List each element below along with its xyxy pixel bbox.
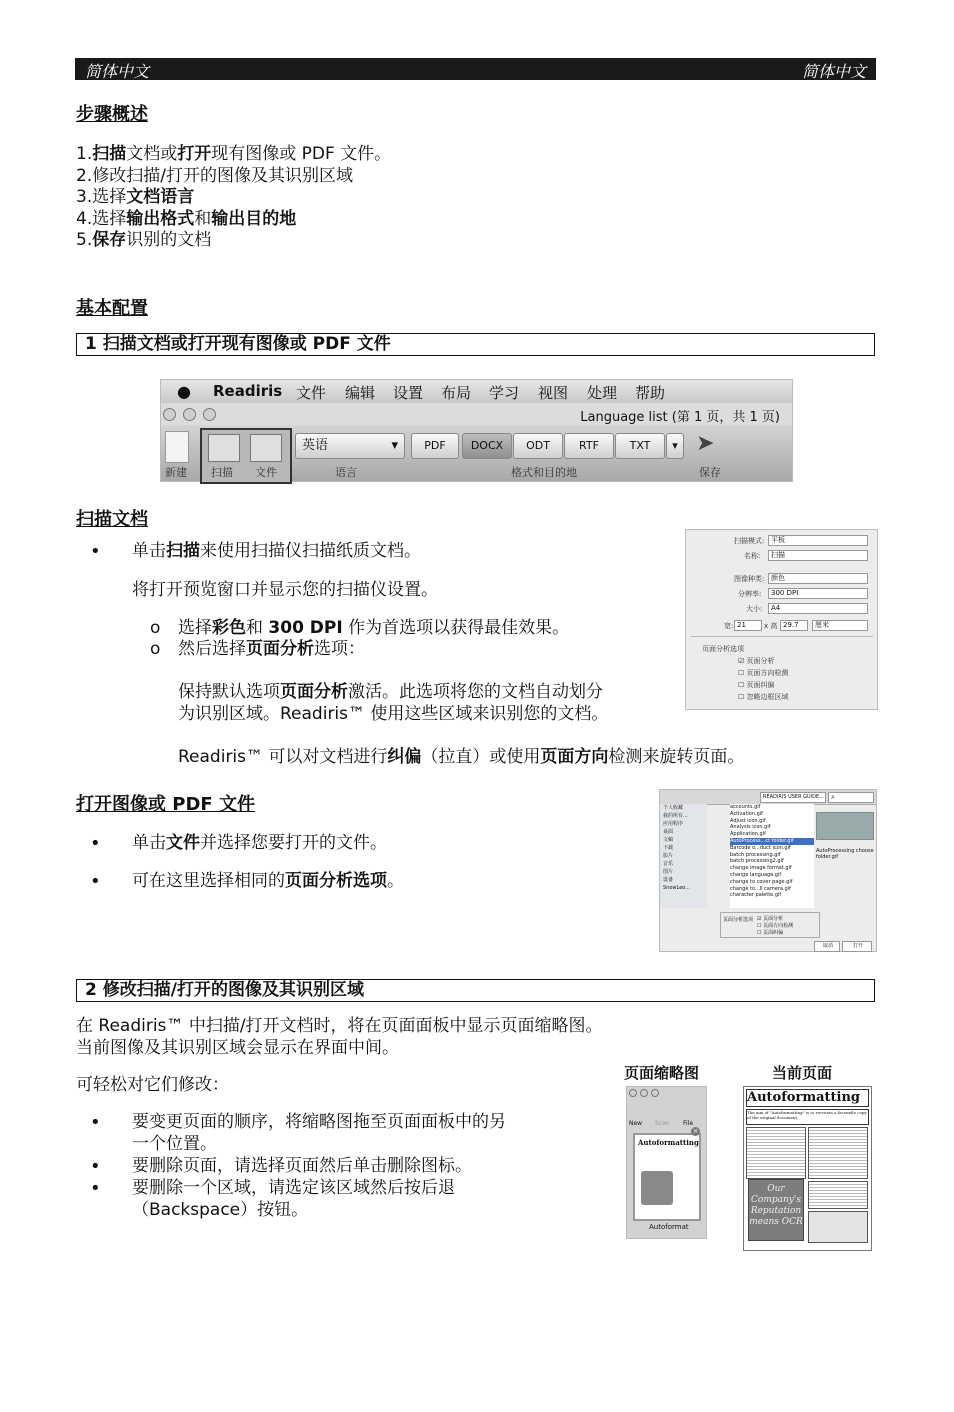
bullet-marker: •: [90, 1156, 101, 1177]
file-item[interactable]: Barcode o...duct icon.gif: [730, 844, 791, 851]
sub-marker: o: [150, 639, 161, 659]
current-page-subtitle[interactable]: The aim of "Autoformatting" is to recreate a facsimile copy of the original document.: [746, 1109, 869, 1125]
dialog-toolbar: [660, 790, 876, 805]
label-language: 语言: [335, 466, 357, 479]
format-pdf-button[interactable]: PDF: [411, 433, 459, 459]
scan-para-2: 保持默认选项页面分析激活。此选项将您的文档自动划分: [178, 682, 603, 702]
text-zone[interactable]: [808, 1127, 868, 1179]
menu-learn[interactable]: 学习: [489, 384, 520, 402]
sidebar-item[interactable]: 应用程序: [663, 821, 684, 827]
label-scan: 扫描: [211, 466, 233, 479]
sub-marker: o: [150, 618, 161, 638]
toolbar: [161, 425, 792, 481]
thumbnail-stamp-image: [641, 1171, 673, 1205]
menu-layout[interactable]: 布局: [441, 384, 472, 402]
bullet-marker: •: [90, 541, 101, 562]
scan-sub-2: 然后选择页面分析选项：: [178, 639, 365, 659]
file-preview: [816, 812, 874, 840]
open-bullet-1: 单击文件并选择您要打开的文件。: [132, 833, 387, 853]
sidebar-item[interactable]: 影片: [663, 853, 674, 859]
label-format: 格式和目的地: [511, 466, 577, 479]
close-window-icon[interactable]: [629, 1089, 637, 1097]
label-new: 新建: [165, 466, 187, 479]
size-select[interactable]: A4: [768, 603, 868, 614]
readiris-toolbar-screenshot: [160, 379, 793, 482]
header-language-right: 简体中文: [801, 62, 866, 81]
file-dialog-screenshot: [659, 789, 877, 952]
new-button[interactable]: New: [629, 1120, 643, 1127]
minimize-window-icon[interactable]: [183, 408, 196, 421]
send-icon[interactable]: ➤: [696, 431, 715, 456]
thumbnail-caption: Autoformat: [649, 1223, 689, 1231]
open-title: 打开图像或 PDF 文件: [76, 794, 255, 815]
file-button[interactable]: File: [683, 1120, 694, 1127]
file-item[interactable]: change to cover page.gif: [730, 878, 793, 885]
apple-icon: ●: [177, 382, 191, 401]
delete-icon[interactable]: ×: [692, 1127, 699, 1135]
page-analysis-section: 页面分析选项: [702, 645, 744, 653]
scan-name-field[interactable]: 扫描: [768, 550, 868, 561]
scan-mode-select[interactable]: 平板: [768, 535, 868, 546]
format-odt-button[interactable]: ODT: [513, 433, 563, 459]
header-bar: [75, 58, 876, 80]
divider: [690, 636, 873, 637]
menu-bar: [161, 380, 792, 403]
analysis-options-box: [720, 912, 820, 938]
file-item[interactable]: Application.gif: [730, 831, 766, 838]
path-select[interactable]: READIRIS USER GUIDE...: [760, 792, 826, 803]
resolution-label: 分辨率:: [738, 590, 762, 598]
text-zone[interactable]: [808, 1181, 868, 1209]
dialog-option-analysis[interactable]: ☑ 页面分析: [757, 916, 784, 922]
menu-readiris[interactable]: Readiris: [213, 382, 283, 400]
steps-list: [76, 144, 391, 252]
scan-bullet-1: 单击扫描来使用扫描仪扫描纸质文档。: [132, 541, 421, 561]
language-select[interactable]: 英语 ▾: [295, 433, 405, 459]
step-1: 1.扫描文档或打开现有图像或 PDF 文件。: [76, 144, 392, 164]
image-type-select[interactable]: 颜色: [768, 573, 868, 584]
option-deskew[interactable]: ☐ 页面纠偏: [738, 681, 775, 689]
bullet-marker: •: [90, 1112, 101, 1133]
open-bullet-2: 可在这里选择相同的页面分析选项。: [132, 871, 404, 891]
folder-icon[interactable]: [250, 434, 282, 462]
dialog-sidebar: [660, 804, 707, 908]
option-page-analysis[interactable]: ☑ 页面分析: [738, 657, 775, 665]
bullet-marker: •: [90, 833, 101, 854]
format-docx-button[interactable]: DOCX: [462, 433, 512, 459]
thumbnail-label: 页面缩略图: [624, 1064, 700, 1082]
current-page-screenshot: [743, 1086, 872, 1251]
scan-button[interactable]: Scan: [655, 1120, 670, 1127]
file-list: [730, 804, 814, 908]
file-item[interactable]: accounts.gif: [730, 804, 761, 810]
file-item[interactable]: batch processing2.gif: [730, 858, 784, 865]
menu-view[interactable]: 视图: [538, 384, 569, 402]
file-item[interactable]: character palette.gif: [730, 892, 782, 899]
option-ignore-border[interactable]: ☐ 忽略边框区域: [738, 693, 789, 701]
sidebar-item[interactable]: 图片: [663, 869, 674, 875]
close-window-icon[interactable]: [163, 408, 176, 421]
new-document-icon[interactable]: [165, 431, 189, 463]
step2-para-3: 可轻松对它们修改：: [76, 1075, 229, 1095]
window-title-bar: [161, 403, 792, 425]
sidebar-item[interactable]: 下载: [663, 845, 674, 851]
step2-bullet-1b: 一个位置。: [132, 1134, 217, 1154]
scan-sub-1: 选择彩色和 300 DPI 作为首选项以获得最佳效果。: [178, 618, 570, 638]
menu-file[interactable]: 文件: [296, 384, 327, 402]
scan-para-1: 将打开预览窗口并显示您的扫描仪设置。: [132, 580, 438, 600]
dialog-option-deskew[interactable]: ☐ 页面纠偏: [757, 930, 784, 936]
file-item[interactable]: Adjust icon.gif: [730, 817, 766, 824]
step2-para-1: 在 Readiris™ 中扫描/打开文档时，将在页面面板中显示页面缩略图。: [76, 1016, 603, 1036]
step1-heading: 1 扫描文档或打开现有图像或 PDF 文件: [76, 333, 875, 356]
menu-edit[interactable]: 编辑: [345, 384, 376, 402]
header-language-left: 简体中文: [85, 62, 150, 81]
format-dropdown-icon[interactable]: ▾: [666, 433, 684, 459]
file-item[interactable]: Activation.gif: [730, 810, 763, 817]
stamp-image-zone[interactable]: Our Company's Reputation means OCR: [748, 1179, 804, 1241]
cancel-button[interactable]: 取消: [814, 941, 840, 952]
step-5: 5.保存识别的文档: [76, 230, 212, 250]
scanner-settings-screenshot: [685, 529, 878, 710]
scanner-icon[interactable]: [208, 434, 240, 462]
current-page-label: 当前页面: [772, 1064, 833, 1082]
basic-config-title: 基本配置: [76, 298, 148, 319]
zoom-window-icon[interactable]: [203, 408, 216, 421]
scan-para-2b: 为识别区域。Readiris™ 使用这些区域来识别您的文档。: [178, 704, 609, 724]
file-info-name: AutoProcessing choose folder.gif: [816, 848, 874, 860]
step-3: 3.选择文档语言: [76, 187, 195, 207]
menu-process[interactable]: 处理: [587, 384, 618, 402]
sidebar-heading: 个人收藏: [663, 805, 684, 811]
format-rtf-button[interactable]: RTF: [564, 433, 614, 459]
label-file: 文件: [255, 466, 277, 479]
thumbnail-title: Autoformatting: [638, 1138, 699, 1147]
sidebar-item[interactable]: SnowLeo...: [663, 885, 691, 891]
bullet-marker: •: [90, 871, 101, 892]
file-item[interactable]: change image format.gif: [730, 865, 792, 872]
name-label: 名称:: [744, 552, 761, 560]
type-label: 图像种类:: [734, 575, 765, 583]
unit-select[interactable]: 厘米: [812, 620, 868, 631]
size-label: 大小:: [746, 605, 763, 613]
text-zone[interactable]: [746, 1127, 806, 1179]
resolution-select[interactable]: 300 DPI: [768, 588, 868, 599]
dialog-option-orientation[interactable]: ☐ 页面方向检测: [757, 923, 794, 929]
step2-heading: 2 修改扫描/打开的图像及其识别区域: [76, 979, 875, 1002]
bullet-marker: •: [90, 1178, 101, 1199]
open-button[interactable]: 打开: [842, 941, 872, 952]
file-item[interactable]: change to...ll camera.gif: [730, 885, 791, 892]
sidebar-item[interactable]: 桌面: [663, 829, 674, 835]
menu-help[interactable]: 帮助: [635, 384, 666, 402]
minimize-window-icon[interactable]: [640, 1089, 648, 1097]
width-field[interactable]: 21: [734, 620, 762, 631]
option-orientation[interactable]: ☐ 页面方向检测: [738, 669, 789, 677]
step2-bullet-3a: 要删除一个区域，请选定该区域然后按后退: [132, 1178, 455, 1198]
step-4: 4.选择输出格式和输出目的地: [76, 208, 297, 229]
step2-bullet-3b: （Backspace）按钮。: [132, 1200, 309, 1220]
table-zone[interactable]: [808, 1211, 868, 1243]
sidebar-heading: 设备: [663, 877, 674, 883]
scan-title: 扫描文档: [76, 509, 148, 530]
step2-para-2: 当前图像及其识别区域会显示在界面中间。: [76, 1038, 399, 1058]
step2-bullet-2: 要删除页面，请选择页面然后单击删除图标。: [132, 1156, 472, 1176]
mode-label: 扫描模式:: [734, 537, 765, 545]
page-panel-screenshot: [626, 1086, 707, 1239]
menu-settings[interactable]: 设置: [393, 384, 424, 402]
overview-title: 步骤概述: [76, 104, 148, 125]
window-title: Language list (第 1 页，共 1 页): [580, 410, 780, 425]
sidebar-item[interactable]: 我的所有...: [663, 813, 688, 819]
file-item[interactable]: batch processing.gif: [730, 851, 781, 858]
format-txt-button[interactable]: TXT: [615, 433, 665, 459]
zoom-window-icon[interactable]: [651, 1089, 659, 1097]
label-save: 保存: [699, 466, 721, 479]
page-thumbnail[interactable]: [633, 1133, 701, 1221]
sidebar-item[interactable]: 音乐: [663, 861, 674, 867]
options-label: 页面分析选项: [723, 917, 754, 923]
file-item-selected[interactable]: AutoProcess...ct folder.gif: [730, 838, 814, 845]
height-field[interactable]: 29.7: [780, 620, 808, 631]
width-label: 宽:: [724, 622, 734, 630]
scan-para-3: Readiris™ 可以对文档进行纠偏（拉直）或使用页面方向检测来旋转页面。: [178, 747, 745, 767]
step-2: 2.修改扫描/打开的图像及其识别区域: [76, 165, 353, 186]
height-label: x 高: [764, 622, 778, 630]
step2-bullet-1a: 要变更页面的顺序，将缩略图拖至页面面板中的另: [132, 1112, 506, 1132]
search-field[interactable]: ⌕: [828, 792, 874, 803]
file-item[interactable]: change language.gif: [730, 871, 782, 878]
sidebar-item[interactable]: 文稿: [663, 837, 674, 843]
current-page-title[interactable]: Autoformatting: [746, 1089, 869, 1107]
file-item[interactable]: Analysis icon.gif: [730, 824, 771, 831]
